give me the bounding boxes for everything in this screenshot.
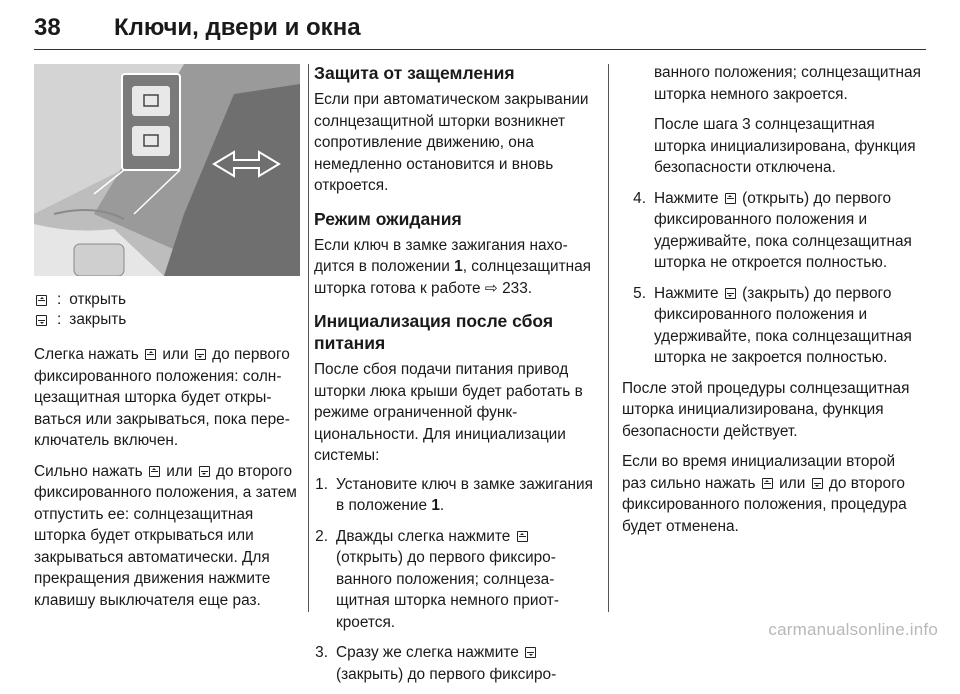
column-1	[34, 64, 300, 620]
legend-label-close: закрыть	[69, 311, 127, 329]
legend-row-open: : открыть	[34, 290, 300, 310]
sunshade-close-icon	[199, 466, 210, 477]
sunshade-close-icon	[725, 288, 736, 299]
legend-label-open: открыть	[69, 291, 126, 309]
paragraph-after-procedure: После этой процедуры солнцезащитная шторка инициализирована, функция безопасности действует.	[622, 379, 910, 440]
sunshade-close-icon	[36, 315, 47, 326]
page-number: 38	[34, 14, 61, 41]
legend-row-close: : закрыть	[34, 310, 300, 330]
sunshade-open-icon	[36, 295, 47, 306]
heading-initialization: Инициализация после сбоя питания	[314, 311, 554, 353]
column-divider	[308, 64, 309, 612]
list-item: 1. Установите ключ в замке зажигания в положение 1.	[315, 475, 593, 514]
column-3	[622, 62, 922, 546]
heading-standby: Режим ожидания	[314, 208, 462, 229]
list-item: 2. Дважды слегка нажмите (открыть) до первого фиксированного положения; солнцезащитная шторка немного приоткроется.	[315, 527, 559, 631]
initialization-steps-continued	[622, 188, 922, 369]
heading-anti-pinch: Защита от защемления	[314, 63, 515, 83]
page-header	[34, 14, 926, 54]
after-step-3-note: После шага 3 солнцезащитная шторка инициализирована, функция безопасности отключена.	[654, 116, 916, 176]
step-3-continued: ванного положения; солнцезащитная шторка немного закроется.	[654, 64, 921, 103]
sunshade-close-icon	[812, 478, 823, 489]
sunshade-open-icon	[149, 466, 160, 477]
sunshade-open-icon	[145, 349, 156, 360]
paragraph-anti-pinch: Если при автоматическом закрывании солнцезащитной шторки возникнет сопротивление движению, она немедленно остановится и вновь откроется.	[314, 91, 589, 194]
header-rule	[34, 49, 926, 50]
sunshade-open-icon	[517, 531, 528, 542]
watermark: carmanualsonline.info	[768, 620, 938, 639]
list-item: 4. Нажмите (открыть) до первого фиксированного положения и удерживайте, пока солнцезащитная шторка не откроется полностью.	[633, 189, 912, 271]
list-item: 3. Сразу же слегка нажмите (закрыть) до первого фиксиро-	[315, 644, 557, 683]
sunshade-open-icon	[762, 478, 773, 489]
sunshade-close-icon	[525, 647, 536, 658]
column-divider	[608, 64, 609, 612]
switch-legend	[34, 290, 300, 330]
sunshade-switch-illustration	[34, 64, 300, 276]
paragraph-standby: Если ключ в замке зажигания находится в положении 1, солнцезащитная шторка готова к работе ⇨ 233.	[314, 236, 592, 297]
list-item: 5. Нажмите (закрыть) до первого фиксированного положения и удерживайте, пока солнцезащитная шторка не закроется полностью.	[633, 284, 912, 366]
paragraph-initialization: После сбоя подачи питания привод шторки люка крыши будет работать в режиме ограниченной функциональности. Для инициализации системы:	[314, 361, 583, 464]
paragraph-light-press: Слегка нажать или до первого фиксированного положения: солнцезащитная шторка будет открываться или закрываться, пока переключатель включен.	[34, 346, 290, 449]
paragraph-cancel-procedure: Если во время инициализации второй раз сильно нажать или до второго фиксированного положения, процедура будет отменена.	[622, 453, 907, 535]
column-2	[314, 62, 594, 694]
page-reference: ⇨ 233.	[484, 279, 533, 297]
paragraph-firm-press: Сильно нажать или до второго фиксированного положения, а затем отпустить ее: солнцезащитная шторка будет открываться или закрываться автоматически. Для прекращения движения нажмите клавишу выключателя еще раз.	[34, 462, 297, 609]
initialization-steps	[314, 474, 594, 686]
sunshade-close-icon	[195, 349, 206, 360]
sunshade-open-icon	[725, 193, 736, 204]
chapter-title: Ключи, двери и окна	[114, 14, 361, 41]
